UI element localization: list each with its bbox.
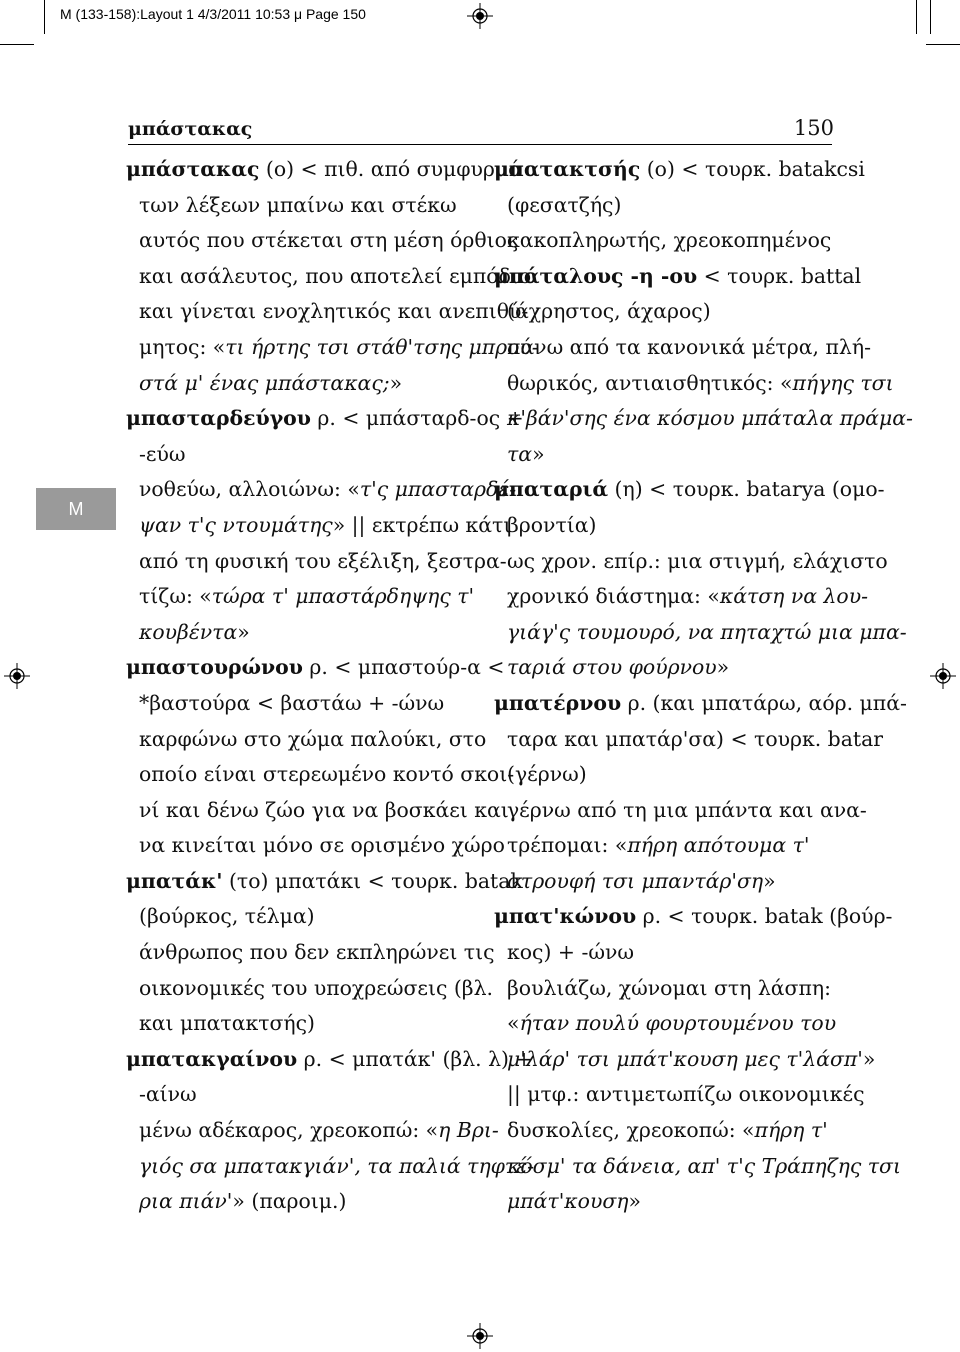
definition-text: αυτός που στέκεται στη μέση όρθιος: [139, 228, 519, 253]
example-text: κ'βάν'σης ένα κόσμου μπάταλα πράμα-: [507, 406, 913, 431]
definition-text: » || εκτρέπω κάτι: [332, 512, 512, 537]
definition-text: μένω αδέκαρος, χρεοκοπώ: «: [139, 1118, 439, 1143]
entry-headword-line: [494, 899, 893, 935]
example-text: πήρη απότουμα τ': [627, 833, 810, 858]
definition-text: άνθρωπος που δεν εκπληρώνει τις: [139, 940, 495, 965]
example-text: τώρα τ' μπαστάρδηψης τ': [211, 584, 475, 609]
definition-text: και ασάλευτος, που αποτελεί εμπόδιο: [139, 263, 532, 288]
example-text: πήρη τ': [754, 1118, 828, 1143]
entry-text-line: [494, 1077, 865, 1113]
entry-text-line: [494, 1006, 839, 1042]
entry-text-line: [126, 757, 515, 793]
thumb-index-tab: [36, 488, 116, 530]
entry-text-line: [126, 793, 509, 829]
definition-text: ρ. < μπάσταρδ-ος +: [310, 406, 524, 431]
example-text: ήταν πουλύ φουρτουμένου του: [519, 1011, 837, 1036]
example-text: μπάτ'κουση: [507, 1189, 629, 1214]
definition-text: » (παροιμ.): [232, 1189, 347, 1214]
entry-text-line: [494, 223, 839, 259]
definition-text: «: [507, 1011, 520, 1036]
registration-mark-right-icon: [930, 663, 956, 689]
entry-headword-line: [494, 686, 907, 722]
right-column: [494, 152, 913, 1220]
definition-text: πάνω από τα κανονικά μέτρα, πλή-: [507, 334, 871, 359]
example-text: στρουφή τσι μπαντάρ'ση: [507, 868, 764, 893]
definition-text: ρ. < τουρκ. batak (βούρ-: [636, 904, 893, 929]
entry-text-line: [494, 1184, 839, 1220]
example-text: ταριά στου φούρνου: [507, 655, 717, 680]
example-text: κουβέντα: [139, 619, 238, 644]
example-text: ρια πιάν': [139, 1189, 233, 1214]
entry-text-line: [126, 472, 517, 508]
definition-text: »: [532, 441, 545, 466]
example-text: τι ήρτης τσι στάθ'τσης μπρου-: [225, 334, 539, 359]
entry-text-line: [494, 579, 868, 615]
entry-text-line: [494, 330, 871, 366]
entry-text-line: [126, 722, 487, 758]
entry-text-line: [494, 366, 894, 402]
definition-text: οποίο είναι στερεωμένο κοντό σκοι-: [139, 762, 515, 787]
entry-headword-line: [126, 650, 505, 686]
definition-text: γέρνω από τη μια μπάντα και ανα-: [507, 797, 867, 822]
headword: μπαταριά: [494, 477, 609, 502]
entry-text-line: [126, 579, 475, 615]
entry-text-line: [494, 757, 839, 793]
entry-text-line: [494, 722, 883, 758]
definition-text: δυσκολίες, χρεοκοπώ: «: [507, 1118, 755, 1143]
headword: μπασταρδεύγου: [126, 406, 311, 431]
entry-text-line: [126, 223, 519, 259]
entry-text-line: [494, 1042, 876, 1078]
entry-text-line: [126, 615, 471, 651]
definition-text: να κινείται μόνο σε ορισμένο χώρο: [139, 833, 505, 858]
example-text: ψαν τ'ς ντουμάτης: [139, 512, 333, 537]
definition-text: ταρα και μπατάρ'σα) < τουρκ. batar: [507, 726, 883, 751]
entry-text-line: [494, 401, 913, 437]
definition-text: < τουρκ. battal: [697, 263, 862, 288]
crop-mark-top-left-h: [0, 44, 34, 45]
definition-text: (το) μπατάκι < τουρκ. batak: [222, 868, 523, 893]
headword: μπατακγαίνου: [126, 1046, 298, 1071]
definition-text: καρφώνω στο χώμα παλούκι, στο: [139, 726, 487, 751]
definition-text: οικονομικές του υποχρεώσεις (βλ.: [139, 975, 493, 1000]
entry-text-line: [126, 1077, 471, 1113]
entry-text-line: [126, 366, 471, 402]
definition-text: »: [628, 1189, 641, 1214]
entry-text-line: [126, 935, 495, 971]
entry-headword-line: [494, 472, 885, 508]
entry-text-line: [126, 544, 507, 580]
entry-text-line: [126, 1113, 499, 1149]
definition-text: (ο) < πιθ. από συμφυρμό: [259, 157, 521, 181]
headword: μπατ'κώνου: [494, 904, 637, 929]
entry-text-line: [494, 793, 867, 829]
definition-text: (βούρκος, τέλμα): [139, 904, 315, 929]
entry-text-line: [494, 544, 888, 580]
crop-mark-top-left: [44, 0, 45, 34]
entry-text-line: [126, 508, 512, 544]
entry-text-line: [126, 1006, 471, 1042]
page-number: 150: [793, 116, 834, 140]
entry-text-line: [126, 259, 532, 295]
entry-text-line: [126, 971, 493, 1007]
thumb-index-letter: Μ: [68, 498, 84, 519]
example-text: γιάγ'ς τουμουρό, να πηταχτώ μια μπα-: [507, 619, 907, 644]
example-text: πήγης τσι: [792, 370, 894, 395]
definition-text: βουλιάζω, χώνομαι στη λάσπη:: [507, 975, 831, 1000]
example-text: μ'λάρ' τσι μπάτ'κουση μες τ'λάσπ': [507, 1046, 863, 1071]
example-text: κάτση να λου-: [719, 584, 868, 609]
registration-mark-top-icon: [467, 3, 493, 29]
entry-text-line: [126, 330, 539, 366]
registration-mark-left-icon: [4, 663, 30, 689]
entry-headword-line: [494, 259, 862, 295]
entry-headword-line: [126, 864, 523, 900]
entry-text-line: [494, 650, 839, 686]
example-text: κόσμ' τα δάνεια, απ' τ'ς Τράπηζης τσι: [507, 1153, 901, 1178]
entry-text-line: [494, 615, 907, 651]
definition-text: μητος: «: [139, 334, 226, 359]
definition-text: *βαστούρα < βαστάω + -ώνω: [139, 690, 445, 715]
definition-text: (η) < τουρκ. batarya (ομο-: [608, 477, 885, 502]
definition-text: (φεσατζής): [507, 192, 622, 217]
headword: μπατέρνου: [494, 690, 622, 715]
entry-text-line: [126, 686, 471, 722]
entry-text-line: [494, 294, 839, 330]
entry-text-line: [126, 294, 529, 330]
left-column: [126, 152, 539, 1220]
entry-text-line: [494, 1149, 901, 1185]
entry-text-line: [126, 1184, 471, 1220]
definition-text: (ο) < τουρκ. batakcsi: [640, 157, 865, 181]
definition-text: κος) + -ώνω: [507, 940, 634, 965]
entry-text-line: [494, 935, 839, 971]
header-rule: [128, 144, 832, 145]
definition-text: »: [763, 868, 776, 893]
entry-text-line: [494, 188, 839, 224]
crop-mark-top-right-2: [930, 0, 931, 34]
entry-text-line: [494, 508, 839, 544]
definition-text: τρέπομαι: «: [507, 833, 628, 858]
definition-text: βροντία): [507, 512, 597, 537]
definition-text: ρ. < μπαστούρ-α <: [302, 655, 505, 680]
entry-text-line: [494, 437, 839, 473]
headword: μπατάκ': [126, 868, 223, 893]
entry-headword-line: [126, 401, 524, 437]
definition-text: »: [716, 655, 730, 680]
definition-text: || μτφ.: αντιμετωπίζω οικονομικές: [507, 1082, 865, 1107]
definition-text: (άχρηστος, άχαρος): [507, 299, 711, 324]
headword: μπάστακας: [126, 157, 260, 181]
print-slug: M (133-158):Layout 1 4/3/2011 10:53 μ Page 150: [60, 6, 366, 22]
example-text: στά μ' ένας μπάστακας;: [139, 370, 390, 395]
entry-text-line: [494, 971, 839, 1007]
entry-headword-line: [126, 1042, 533, 1078]
definition-text: ρ. < μπατάκ' (βλ. λ) +: [297, 1046, 533, 1071]
entry-text-line: [126, 188, 471, 224]
entry-text-line: [126, 1149, 535, 1185]
definition-text: κακοπληρωτής, χρεοκοπημένος: [507, 228, 832, 253]
headword: μπατακτσής: [494, 157, 641, 181]
entry-text-line: [126, 437, 471, 473]
headword: μπάταλους -η -ου: [494, 263, 698, 288]
definition-text: νί και δένω ζώο για να βοσκάει και: [139, 797, 509, 822]
definition-text: και γίνεται ενοχλητικός και ανεπιθύ-: [139, 299, 529, 324]
registration-mark-bottom-icon: [467, 1323, 493, 1349]
definition-text: ρ. (και μπατάρω, αόρ. μπά-: [621, 690, 907, 715]
entry-headword-line: [126, 152, 521, 188]
example-text: τα: [507, 441, 533, 466]
definition-text: (γέρνω): [507, 762, 587, 787]
definition-text: -εύω: [139, 441, 186, 466]
definition-text: από τη φυσική του εξέλιξη, ξεστρα-: [139, 548, 507, 573]
definition-text: χρονικό διάστημα: «: [507, 584, 720, 609]
entry-headword-line: [494, 152, 865, 188]
definition-text: »: [237, 619, 250, 644]
example-text: γιός σα μπατακγιάν', τα παλιά τηφτέ-: [139, 1153, 535, 1178]
entry-text-line: [494, 1113, 839, 1149]
example-text: η Βρι-: [438, 1118, 499, 1143]
definition-text: »: [389, 370, 403, 395]
example-text: τ'ς μπασταρδέ-: [359, 477, 517, 502]
running-head: μπάστακας: [128, 118, 253, 140]
definition-text: και μπατακτσής): [139, 1011, 315, 1036]
entry-text-line: [494, 864, 839, 900]
headword: μπαστουρώνου: [126, 655, 303, 680]
entry-text-line: [494, 828, 839, 864]
entry-text-line: [126, 899, 471, 935]
crop-mark-top-right-h: [926, 44, 960, 45]
definition-text: »: [862, 1046, 876, 1071]
entry-text-line: [126, 828, 505, 864]
definition-text: τίζω: «: [139, 584, 212, 609]
definition-text: θωρικός, αντιαισθητικός: «: [507, 370, 793, 395]
definition-text: των λέξεων μπαίνω και στέκω: [139, 192, 457, 217]
definition-text: -αίνω: [139, 1082, 197, 1107]
definition-text: νοθεύω, αλλοιώνω: «: [139, 477, 360, 502]
definition-text: ως χρον. επίρ.: μια στιγμή, ελάχιστο: [507, 548, 888, 573]
crop-mark-top-right: [916, 0, 917, 34]
